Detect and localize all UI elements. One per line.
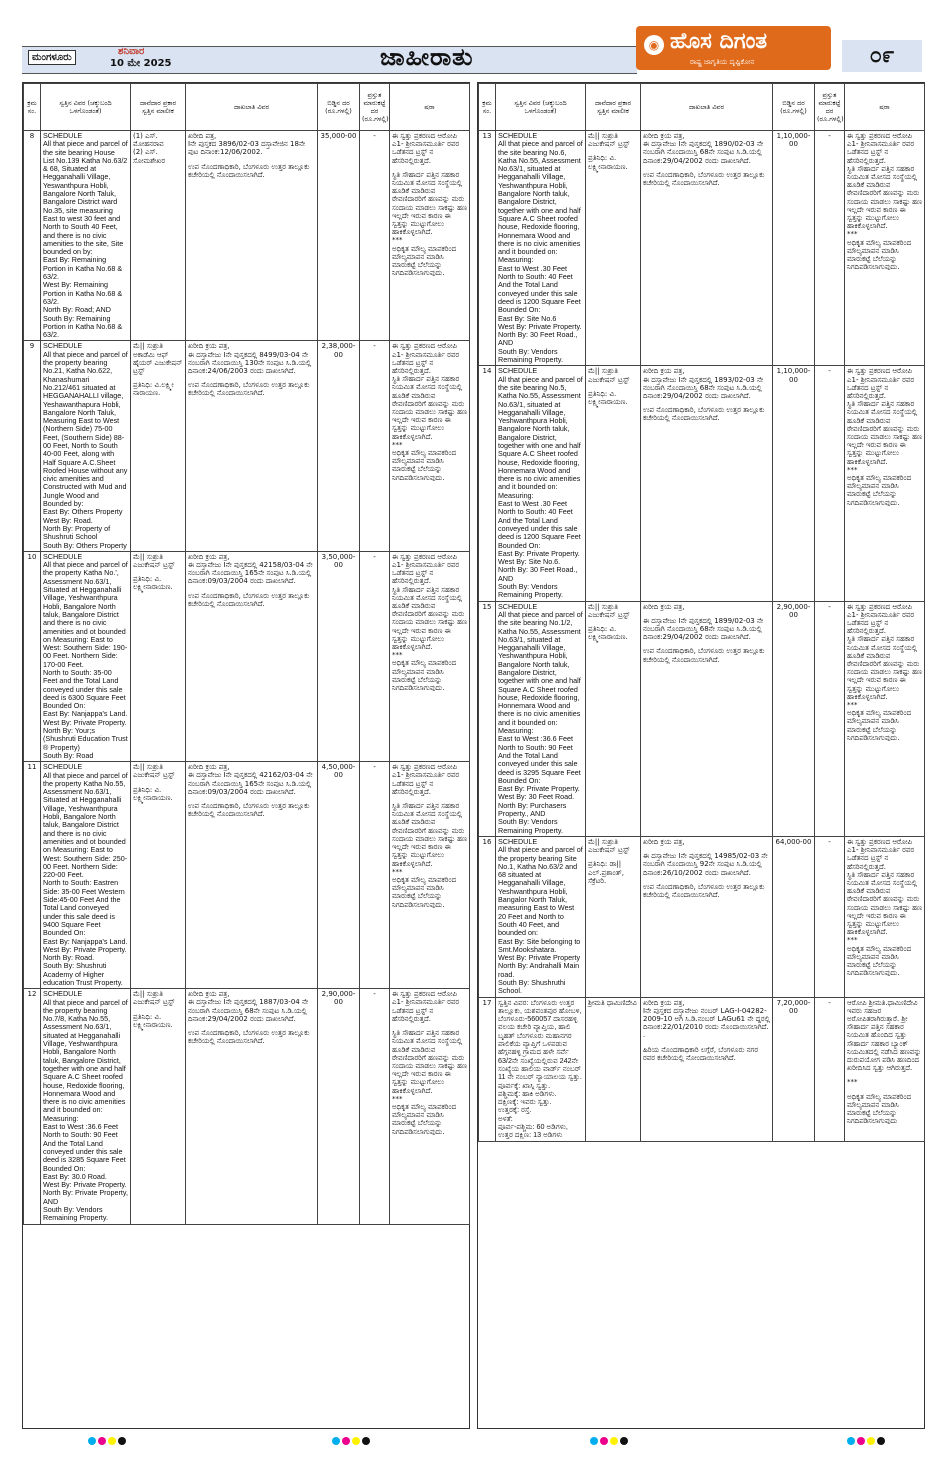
row-reserve-price: 3,50,000-00: [318, 551, 360, 761]
registration-dots: [847, 1437, 885, 1445]
row-reserve-price: 2,38,000-00: [318, 341, 360, 551]
row-owner: ಮೆ|| ಸುಶ್ರುತಿ ಎಜುಕೇಷನ್ ಟ್ರಸ್ಟ್ ಪ್ರತಿನಿಧಿ: ವಿ. ಲಕ್ಷ್ಮೀನಾರಾಯಣ.: [131, 551, 186, 761]
registration-dot: [88, 1437, 96, 1445]
row-sl-number: 12: [24, 989, 41, 1224]
edition-date: 10 ಮೇ 2025: [110, 58, 172, 69]
row-owner: ಮೆ|| ಸುಶ್ರುತಿ ಎಜುಕೇಷನ್ ಟ್ರಸ್ಟ್ ಪ್ರತಿನಿಧಿ: ವಿ. ಲಕ್ಷ್ಮೀನಾರಾಯಣ.: [586, 366, 641, 601]
col-header-remarks: ಷರಾ: [390, 84, 470, 131]
table-row: [24, 551, 470, 761]
row-document-details: ಖರೀದಿ ಕ್ರಯ ಪತ್ರ, Iನೇ ಪುಸ್ತಕದ ದಸ್ತಾವೇಜು ನಂಬರ್ LAG-I-04282-2009-10 ಅಗಿ ಸಿ.ಡಿ.ನಂಬರ್ LAGu61 ನೇ ದ್ದರಲ್ಲಿ ದಿನಾಂಕ:22/01/2010 ರಂದು ನೊಂದಾಯಿಸಲಾಗಿದೆ. . ಹಿರಿಯ ನೊಂದಣಾಧಿಕಾರಿ ಲಗ್ಗೆರೆ, ಬೆಂಗಳೂರು ನಗರ ರವರ ಕಚೇರಿಯಲ್ಲಿ ನೋಂದಾಯಿಸಲಾಗಿದೆ.: [641, 997, 773, 1141]
edition-city: ಮಂಗಳೂರು: [28, 50, 76, 65]
table-row: [24, 341, 470, 551]
table-row: [479, 366, 925, 601]
registration-dot: [342, 1437, 350, 1445]
logo-text: ಹೊಸ ದಿಗಂತ: [670, 29, 768, 54]
edition-day: ಶನಿವಾರ: [118, 46, 145, 57]
col-header-sl: ಕ್ರಮ ಸಂ.: [24, 84, 41, 131]
row-remarks: ಈ ಸ್ವತ್ತು ಪ್ರಕರಣದ ಆರೋಪಿ ಎ1- ಶ್ರೀನಿವಾಸಮೂರ್ತಿ ರವರ ಒಡೆತನದ ಟ್ರಸ್ಟ್ ನ ಹೆಸರಿನಲ್ಲಿರುತ್ತದೆ. ಸ್ಥಿತಿ ಸೌಹಾರ್ದ ಪತ್ತಿನ ಸಹಕಾರ ನಿಯಮಿತ ಮೋಸದ ಸಂಸ್ಥೆಯಲ್ಲಿ ಹೂಡಿಕೆ ಮಾಡಿರುವ ಠೇವಣಿದಾರರಿಗೆ ಹಣವನ್ನು ಮರು ಸಂದಾಯ ಮಾಡಲು ಸಾಕಷ್ಟು ಹಣ ಇಲ್ಲದೇ ಇರುವ ಕಾರಣ ಈ ಸ್ವತ್ತನ್ನು ಮುಟ್ಟುಗೋಲು ಹಾಕಿಕೊಳ್ಳಲಾಗಿದೆ. *** ಅಧಿಕೃತ ಮೌಲ್ಯ ಮಾಪಕರಿಂದ ಮೌಲ್ಯಮಾಪನ ಮಾಡಿಸಿ ಮಾರುಕಟ್ಟೆ ಬೆಲೆಯನ್ನು ನಿಗದಿಪಡಿಸಲಾಗುವುದು.: [845, 131, 925, 366]
registration-dots: [88, 1437, 126, 1445]
registration-dot: [857, 1437, 865, 1445]
row-remarks: ಈ ಸ್ವತ್ತು ಪ್ರಕರಣದ ಆರೋಪಿ ಎ1- ಶ್ರೀನಿವಾಸಮೂರ್ತಿ ರವರ ಒಡೆತನದ ಟ್ರಸ್ಟ್ ನ ಹೆಸರಿನಲ್ಲಿರುತ್ತದೆ. ಸ್ಥಿತಿ ಸೌಹಾರ್ದ ಪತ್ತಿನ ಸಹಕಾರ ನಿಯಮಿತ ಮೋಸದ ಸಂಸ್ಥೆಯಲ್ಲಿ ಹೂಡಿಕೆ ಮಾಡಿರುವ ಠೇವಣಿದಾರರಿಗೆ ಹಣವನ್ನು ಮರು ಸಂದಾಯ ಮಾಡಲು ಸಾಕಷ್ಟು ಹಣ ಇಲ್ಲದೇ ಇರುವ ಕಾರಣ ಈ ಸ್ವತ್ತನ್ನು ಮುಟ್ಟುಗೋಲು ಹಾಕಿಕೊಳ್ಳಲಾಗಿದೆ. *** ಅಧಿಕೃತ ಮೌಲ್ಯ ಮಾಪಕರಿಂದ ಮೌಲ್ಯಮಾಪನ ಮಾಡಿಸಿ ಮಾರುಕಟ್ಟೆ ಬೆಲೆಯನ್ನು ನಿಗದಿಪಡಿಸಲಾಗುವುದು.: [390, 762, 470, 989]
row-sl-number: 15: [479, 601, 496, 836]
row-document-details: ಖರೀದಿ ಕ್ರಯ ಪತ್ರ, ಈ ದಸ್ತಾವೇಜು Iನೇ ಪುಸ್ತಕದಲ್ಲಿ 1899/02-03 ನೇ ನಂಬರಾಗಿ ನೊಂದಾಯಿಸ್ತಿ 68ನೇ ಸಂಪುಟ ಸಿ.ಡಿ.ಯಲ್ಲಿ ದಿನಾಂಕ:29/04/2002 ರಂದು ದಾಖಲಾಗಿದೆ. ಉಪ ನೊಂದಣಾಧಿಕಾರಿ, ಬೆಂಗಳೂರು ಉತ್ತರ ತಾಲ್ಲೂಕು ಕಚೇರಿಯಲ್ಲಿ ನೊಂದಾಯಿಸಲಾಗಿದೆ.: [641, 601, 773, 836]
col-header-docs: ದಾಖಲಾತಿ ವಿವರ: [641, 84, 773, 131]
registration-dots: [332, 1437, 370, 1445]
row-market-value: -: [360, 131, 390, 341]
registration-dot: [847, 1437, 855, 1445]
row-sl-number: 8: [24, 131, 41, 341]
registration-dot: [867, 1437, 875, 1445]
col-header-property: ಸ್ವತ್ತಿನ ವಿವರ (ಚಕ್ಕುಬಂದಿ ಒಳಗೊಂಡಂತೆ): [41, 84, 131, 131]
table-row: [24, 989, 470, 1224]
col-header-property: ಸ್ವತ್ತಿನ ವಿವರ (ಚಕ್ಕುಬಂದಿ ಒಳಗೊಂಡಂತೆ): [496, 84, 586, 131]
row-market-value: -: [815, 601, 845, 836]
row-reserve-price: 1,10,000-00: [773, 131, 815, 366]
row-reserve-price: 35,000-00: [318, 131, 360, 341]
col-header-reserve: ಬಿಡ್ಡಿನ ದರ (ರೂ.ಗಳಲ್ಲಿ): [773, 84, 815, 131]
row-sl-number: 10: [24, 551, 41, 761]
col-header-market: ಪ್ರಸ್ತುತ ಮಾರುಕಟ್ಟೆ ದರ (ರೂ.ಗಳಲ್ಲಿ): [815, 84, 845, 131]
right-notice-table: [477, 82, 925, 1429]
col-header-reserve: ಬಿಡ್ಡಿನ ದರ (ರೂ.ಗಳಲ್ಲಿ): [318, 84, 360, 131]
logo-emblem-icon: ◉: [644, 35, 664, 55]
row-reserve-price: 1,10,000-00: [773, 366, 815, 601]
registration-dot: [98, 1437, 106, 1445]
registration-dot: [610, 1437, 618, 1445]
row-remarks: ಈ ಸ್ವತ್ತು ಪ್ರಕರಣದ ಆರೋಪಿ ಎ1- ಶ್ರೀನಿವಾಸಮೂರ್ತಿ ರವರ ಒಡೆತನದ ಟ್ರಸ್ಟ್ ನ ಹೆಸರಿನಲ್ಲಿರುತ್ತದೆ. ಸ್ಥಿತಿ ಸೌಹಾರ್ದ ಪತ್ತಿನ ಸಹಕಾರ ನಿಯಮಿತ ಮೋಸದ ಸಂಸ್ಥೆಯಲ್ಲಿ ಹೂಡಿಕೆ ಮಾಡಿರುವ ಠೇವಣಿದಾರರಿಗೆ ಹಣವನ್ನು ಮರು ಸಂದಾಯ ಮಾಡಲು ಸಾಕಷ್ಟು ಹಣ ಇಲ್ಲದೇ ಇರುವ ಕಾರಣ ಈ ಸ್ವತ್ತನ್ನು ಮುಟ್ಟುಗೋಲು ಹಾಕಿಕೊಳ್ಳಲಾಗಿದೆ. *** ಅಧಿಕೃತ ಮೌಲ್ಯ ಮಾಪಕರಿಂದ ಮೌಲ್ಯಮಾಪನ ಮಾಡಿಸಿ ಮಾರುಕಟ್ಟೆ ಬೆಲೆಯನ್ನು ನಿಗದಿಪಡಿಸಲಾಗುವುದು.: [390, 551, 470, 761]
registration-dot: [332, 1437, 340, 1445]
row-document-details: ಖರೀದಿ ಕ್ರಯ ಪತ್ರ, ಈ ದಸ್ತಾವೇಜು Iನೇ ಪುಸ್ತಕದಲ್ಲಿ 1893/02-03 ನೇ ನಂಬರಾಗಿ ನೊಂದಾಯಿಸ್ತಿ 68ನೇ ಸಂಪುಟ ಸಿ.ಡಿ.ಯಲ್ಲಿ ದಿನಾಂಕ:29/04/2002 ರಂದು ದಾಖಲಾಗಿದೆ. ಉಪ ನೊಂದಣಾಧಿಕಾರಿ, ಬೆಂಗಳೂರು ಉತ್ತರ ತಾಲ್ಲೂಕು ಕಚೇರಿಯಲ್ಲಿ ನೊಂದಾಯಿಸಲಾಗಿದೆ.: [641, 366, 773, 601]
row-market-value: -: [815, 131, 845, 366]
row-document-details: ಖರೀದಿ ಕ್ರಯ ಪತ್ರ, ಈ ದಸ್ತಾವೇಜು Iನೇ ಪುಸ್ತಕದಲ್ಲಿ 1887/03-04 ನೇ ನಂಬರಾಗಿ ನೊಂದಾಯಿಸ್ತಿ 68ನೇ ಸಂಪುಟ ಸಿ.ಡಿ.ಯಲ್ಲಿ ದಿನಾಂಕ:29/04/2002 ರಂದು ದಾಖಲಾಗಿದೆ. ಉಪ ನೊಂದಣಾಧಿಕಾರಿ, ಬೆಂಗಳೂರು ಉತ್ತರ ತಾಲ್ಲೂಕು ಕಚೇರಿಯಲ್ಲಿ ನೊಂದಾಯಿಸಲಾಗಿದೆ.: [186, 989, 318, 1224]
row-market-value: -: [360, 551, 390, 761]
row-document-details: ಖರೀದಿ ಕ್ರಯ ಪತ್ರ, ಈ ದಸ್ತಾವೇಜು Iನೇ ಪುಸ್ತಕದಲ್ಲಿ 42158/03-04 ನೇ ನಂಬರಾಗಿ ನೊಂದಾಯಿಸ್ತಿ 165ನೇ ಸಂಪುಟ ಸಿ.ಡಿ.ಯಲ್ಲಿ ದಿನಾಂಕ:09/03/2004 ರಂದು ದಾಖಲಾಗಿದೆ. ಉಪ ನೊಂದಣಾಧಿಕಾರಿ, ಬೆಂಗಳೂರು ಉತ್ತರ ತಾಲ್ಲೂಕು ಕಚೇರಿಯಲ್ಲಿ ನೊಂದಾಯಿಸಲಾಗಿದೆ.: [186, 551, 318, 761]
row-reserve-price: 64,000-00: [773, 836, 815, 997]
row-document-details: ಖರೀದಿ ಕ್ರಯ ಪತ್ರ, ಈ ದಸ್ತಾವೇಜು Iನೇ ಪುಸ್ತಕದಲ್ಲಿ 1890/02-03 ನೇ ನಂಬರಾಗಿ ನೊಂದಾಯಿಸ್ತಿ 68ನೇ ಸಂಪುಟ ಸಿ.ಡಿ.ಯಲ್ಲಿ ದಿನಾಂಕ:29/04/2002 ರಂದು ದಾಖಲಾಗಿದೆ. ಉಪ ನೊಂದಣಾಧಿಕಾರಿ, ಬೆಂಗಳೂರು ಉತ್ತರ ತಾಲ್ಲೂಕು ಕಚೇರಿಯಲ್ಲಿ ನೊಂದಾಯಿಸಲಾಗಿದೆ.: [641, 131, 773, 366]
row-property-schedule: SCHEDULE All that piece and parcel of the property Katha No.', Assessment No.63/1, Situated at Hegganahalli Village, Yeshwanthpura Hobli, Bangalore North taluk, Bangalore District and there is no civic amenities and ot bounded on Measuring: East to West: Southern Side: 190-00 Feet. Northern Side: 170-00 Feet. North to South: 35-00 Feet and the Total Land conveyed under this sale deed is 6300 Square Feet Bounded On: East By: Nanjappa's Land. West By: Private Property. North By: Your;s (Shushruti Education Trust ® Property) South By: Road: [41, 551, 131, 761]
row-sl-number: 13: [479, 131, 496, 366]
row-market-value: -: [815, 366, 845, 601]
row-remarks: ಈ ಸ್ವತ್ತು ಪ್ರಕರಣದ ಆರೋಪಿ ಎ1- ಶ್ರೀನಿವಾಸಮೂರ್ತಿ ರವರ ಒಡೆತನದ ಟ್ರಸ್ಟ್ ನ ಹೆಸರಿನಲ್ಲಿರುತ್ತದೆ. ಸ್ಥಿತಿ ಸೌಹಾರ್ದ ಪತ್ತಿನ ಸಹಕಾರ ನಿಯಮಿತ ಮೋಸದ ಸಂಸ್ಥೆಯಲ್ಲಿ ಹೂಡಿಕೆ ಮಾಡಿರುವ ಠೇವಣಿದಾರರಿಗೆ ಹಣವನ್ನು ಮರು ಸಂದಾಯ ಮಾಡಲು ಸಾಕಷ್ಟು ಹಣ ಇಲ್ಲದೇ ಇರುವ ಕಾರಣ ಈ ಸ್ವತ್ತನ್ನು ಮುಟ್ಟುಗೋಲು ಹಾಕಿಕೊಳ್ಳಲಾಗಿದೆ. *** ಅಧಿಕೃತ ಮೌಲ್ಯ ಮಾಪಕರಿಂದ ಮೌಲ್ಯಮಾಪನ ಮಾಡಿಸಿ ಮಾರುಕಟ್ಟೆ ಬೆಲೆಯನ್ನು ನಿಗದಿಪಡಿಸಲಾಗುವುದು.: [390, 989, 470, 1224]
table-row: [479, 997, 925, 1141]
row-property-schedule: SCHEDULE All that piece and parcel of the property bearing No.21, Katha No.622, Khanashumari No.212/461 situated at HEGGANAHALLI village, Yeshawanthapura Hobli, Bangalore North Taluk, Measuring East to West (Northern Side) 75-00 Feet, (Southern Side) 88-00 Feet, North to South 40-00 Feet, along with Half Square A.C.Sheet Roofed House without any civic amenities and Constructed with Mud and Jungle Wood and Bounded by: East By: Others Property West By: Road. North By: Property of Shushruti School South By: Others Property: [41, 341, 131, 551]
row-remarks: ಈ ಸ್ವತ್ತು ಪ್ರಕರಣದ ಆರೋಪಿ ಎ1- ಶ್ರೀನಿವಾಸಮೂರ್ತಿ ರವರ ಒಡೆತನದ ಟ್ರಸ್ಟ್ ನ ಹೆಸರಿನಲ್ಲಿರುತ್ತದೆ. ಸ್ಥಿತಿ ಸೌಹಾರ್ದ ಪತ್ತಿನ ಸಹಕಾರ ನಿಯಮಿತ ಮೋಸದ ಸಂಸ್ಥೆಯಲ್ಲಿ ಹೂಡಿಕೆ ಮಾಡಿರುವ ಠೇವಣಿದಾರರಿಗೆ ಹಣವನ್ನು ಮರು ಸಂದಾಯ ಮಾಡಲು ಸಾಕಷ್ಟು ಹಣ ಇಲ್ಲದೇ ಇರುವ ಕಾರಣ ಈ ಸ್ವತ್ತನ್ನು ಮುಟ್ಟುಗೋಲು ಹಾಕಿಕೊಳ್ಳಲಾಗಿದೆ. *** ಅಧಿಕೃತ ಮೌಲ್ಯ ಮಾಪಕರಿಂದ ಮೌಲ್ಯಮಾಪನ ಮಾಡಿಸಿ ಮಾರುಕಟ್ಟೆ ಬೆಲೆಯನ್ನು ನಿಗದಿಪಡಿಸಲಾಗುವುದು.: [390, 341, 470, 551]
row-remarks: ಈ ಸ್ವತ್ತು ಪ್ರಕರಣದ ಆರೋಪಿ ಎ1- ಶ್ರೀನಿವಾಸಮೂರ್ತಿ ರವರ ಒಡೆತನದ ಟ್ರಸ್ಟ್ ನ ಹೆಸರಿನಲ್ಲಿರುತ್ತದೆ. ಸ್ಥಿತಿ ಸೌಹಾರ್ದ ಪತ್ತಿನ ಸಹಕಾರ ನಿಯಮಿತ ಮೋಸದ ಸಂಸ್ಥೆಯಲ್ಲಿ ಹೂಡಿಕೆ ಮಾಡಿರುವ ಠೇವಣಿದಾರರಿಗೆ ಹಣವನ್ನು ಮರು ಸಂದಾಯ ಮಾಡಲು ಸಾಕಷ್ಟು ಹಣ ಇಲ್ಲದೇ ಇರುವ ಕಾರಣ ಈ ಸ್ವತ್ತನ್ನು ಮುಟ್ಟುಗೋಲು ಹಾಕಿಕೊಳ್ಳಲಾಗಿದೆ. *** ಅಧಿಕೃತ ಮೌಲ್ಯ ಮಾಪಕರಿಂದ ಮೌಲ್ಯಮಾಪನ ಮಾಡಿಸಿ ಮಾರುಕಟ್ಟೆ ಬೆಲೆಯನ್ನು ನಿಗದಿಪಡಿಸಲಾಗುವುದು.: [845, 366, 925, 601]
registration-dot: [590, 1437, 598, 1445]
row-reserve-price: 2,90,000-00: [773, 601, 815, 836]
row-sl-number: 17: [479, 997, 496, 1141]
row-reserve-price: 2,90,000-00: [318, 989, 360, 1224]
row-market-value: -: [360, 989, 390, 1224]
row-owner: ಮೆ|| ಸುಶ್ರುತಿ ಎಜುಕೇಷನ್ ಟ್ರಸ್ಟ್ ಪ್ರತಿನಿಧಿ: ವಿ. ಲಕ್ಷ್ಮೀನಾರಾಯಣ.: [586, 131, 641, 366]
table-header-row: [24, 84, 470, 131]
row-owner: ಮೆ|| ಸುಶ್ರುತಿ ಎಜುಕೇಷನ್ ಟ್ರಸ್ಟ್ ಪ್ರತಿನಿಧಿ: ವಿ. ಲಕ್ಷ್ಮೀನಾರಾಯಣ.: [131, 762, 186, 989]
row-sl-number: 11: [24, 762, 41, 989]
row-owner: ಮೆ|| ಸುಶ್ರುತಿ ಎಜುಕೇಷನ್ ಟ್ರಸ್ಟ್ ಪ್ರತಿನಿಧಿ: ವಿ. ಲಕ್ಷ್ಮೀನಾರಾಯಣ.: [131, 989, 186, 1224]
registration-dot: [600, 1437, 608, 1445]
table-row: [24, 762, 470, 989]
newspaper-logo: [636, 26, 831, 70]
row-sl-number: 9: [24, 341, 41, 551]
registration-dot: [362, 1437, 370, 1445]
row-property-schedule: SCHEDULE All that piece and parcel of the site bearing No.1/2, Katha No.55, Assessment No.63/1, situated at Hegganahalli Village, Yeshwanthpura Hobli, Bangalore North taluk, Bangalore District, together with one and half Square A.C Sheet roofed house, Redoxide flooring, Honnemara Wood and there is no civic amenities and it bounded on: Measuring: East to West :36.6 Feet North to South: 90 Feet And the Total Land conveyed under this sale deed is 3295 Square Feet Bounded On: East By: Private Property. West By: 30 Feet Road. North By: Purchasers Property., AND South By: Vendors Remaining Property.: [496, 601, 586, 836]
page-number: ೦೯: [842, 40, 922, 72]
row-property-schedule: SCHEDULE All that piece and parcel of the site bearing No.5, Katha No.55, Assessment No.63/1, situated at Hegganahalli Village, Yeshwanthpura Hobli, Bangalore North taluk, Bangalore District, together with one and half Square A.C Sheet roofed house, Redoxide flooring, Honnemara Wood and there is no civic amenities and it bounded on: Measuring: East to West .30 Feet North to South: 40 Feet And the Total Land conveyed under this sale deed is 1200 Square Feet Bounded On: East By: Private Property. West By: Site No.6. North By: 30 Feet Road., AND South By: Vendors Remaining Property.: [496, 366, 586, 601]
col-header-remarks: ಷರಾ: [845, 84, 925, 131]
col-header-market: ಪ್ರಸ್ತುತ ಮಾರುಕಟ್ಟೆ ದರ (ರೂ.ಗಳಲ್ಲಿ): [360, 84, 390, 131]
table-row: [479, 601, 925, 836]
logo-tagline: ರಾಷ್ಟ್ರ ಜಾಗೃತಿಯ ದೃಷ್ಟಿಕೋನ: [690, 58, 755, 66]
row-property-schedule: SCHEDULE All that piece and parcel of the property bearing No.7/8, Katha No.55, Assessment No.63/1, situated at Hegganahalli Village, Yeshwanthpura Hobli, Bangalore North taluk, Bangalore District, together with one and half Square A.C Sheet roofed house, Redoxide flooring, Honnemara Wood and there is no civic amenities and it bounded on: Measuring: East to West :36.6 Feet North to South: 90 Feet And the Total Land conveyed under this sale deed is 3285 Square Feet Bounded On: East By: 30.0 Road. West By: Private Property. North By: Private Property, AND South By: Vendors Remaining Property.: [41, 989, 131, 1224]
row-document-details: ಖರೀದಿ ಕ್ರಯ ಪತ್ರ, ಈ ದಸ್ತಾವೇಜು Iನೇ ಪುಸ್ತಕದಲ್ಲಿ 8499/03-04 ನೇ ನಂಬರಾಗಿ ನೊಂದಾಯಿಸ್ತಿ 130ನೇ ಸಂಪುಟ ಸಿ.ಡಿ.ಯಲ್ಲಿ ದಿನಾಂಕ:24/06/2003 ರಂದು ದಾಖಲಾಗಿದೆ. ಉಪ ನೊಂದಣಾಧಿಕಾರಿ, ಬೆಂಗಳೂರು ಉತ್ತರ ತಾಲ್ಲೂಕು ಕಚೇರಿಯಲ್ಲಿ ನೊಂದಾಯಿಸಲಾಗಿದೆ.: [186, 341, 318, 551]
row-document-details: ಖರೀದಿ ಕ್ರಯ ಪತ್ರ, ಈ ದಸ್ತಾವೇಜು Iನೇ ಪುಸ್ತಕದಲ್ಲಿ 42162/03-04 ನೇ ನಂಬರಾಗಿ ನೊಂದಾಯಿಸ್ತಿ 165ನೇ ಸಂಪುಟ ಸಿ.ಡಿ.ಯಲ್ಲಿ ದಿನಾಂಕ:09/03/2004 ರಂದು ದಾಖಲಾಗಿದೆ. ಉಪ ನೊಂದಣಾಧಿಕಾರಿ, ಬೆಂಗಳೂರು ಉತ್ತರ ತಾಲ್ಲೂಕು ಕಚೇರಿಯಲ್ಲಿ ನೊಂದಾಯಿಸಲಾಗಿದೆ.: [186, 762, 318, 989]
table-row: [24, 131, 470, 341]
registration-dot: [877, 1437, 885, 1445]
row-owner: ಮೆ|| ಸುಶ್ರುತಿ ಅಕಾಡೆಮಿ ಆಫ್ ಹೈಯರ್ ಎಜುಕೇಷನ್ ಟ್ರಸ್ಟ್ ಪ್ರತಿನಿಧಿ: ವಿ.ಲಕ್ಷ್ಮೀ ನಾರಾಯಣ.: [131, 341, 186, 551]
col-header-docs: ದಾಖಲಾತಿ ವಿವರ: [186, 84, 318, 131]
row-owner: ಮೆ|| ಸುಶ್ರುತಿ ಎಜುಕೇಷನ್ ಟ್ರಸ್ಟ್ ಪ್ರತಿನಿಧಿ: ಡಾ|| ಎಲ್.ಪ್ರಶಾಂತ್, ಸೆಕ್ರೆಟರಿ.: [586, 836, 641, 997]
row-document-details: ಖರೀದಿ ಪತ್ರ, Iನೇ ಪುಸ್ತಕದ 3896/02-03 ದಸ್ತಾವೇಜಿನ 18ನೇ ಪುಟ ದಿನಾಂಕ:12/06/2002. ಉಪ ನೊಂದಣಾಧಿಕಾರಿ, ಬೆಂಗಳೂರು ಉತ್ತರ ತಾಲ್ಲೂಕು ಕಚೇರಿಯಲ್ಲಿ ನೊಂದಾಯಿಸಲಾಗಿದೆ.: [186, 131, 318, 341]
table-row: [479, 131, 925, 366]
left-notice-table: [22, 82, 470, 1429]
row-reserve-price: 4,50,000-00: [318, 762, 360, 989]
row-property-schedule: SCHEDULE All that piece and parcel of the site bearing No.6, Katha No.55, Assessment No.63/1, situated at Hegganahalli Village, Yeshwanthpura Hobli, Bangalore North taluk, Bangalore District, together with one and half Square A.C Sheet roofed house, Redoxide flooring, Honnemara Wood and there is no civic amenities and it bounded on: Measuring: East to West .30 Feet North to South: 40 Feet And the Total Land conveyed under this sale deed is 1200 Square Feet Bounded On: East By: Site No.6 West By: Private Property. North By: 30 Feet Road., AND South By: Vendors Remaining Property.: [496, 131, 586, 366]
row-property-schedule: SCHEDULE All that piece and parcel of the property Katha No.55, Assessment No.63/1, Situated at Hegganahalli Village, Yeshwanthpura Hobli, Bangalore North taluk, Bangalore District and there is no civic amenities and ot bounded on Measuring: East to West: Southern Side: 250-00 Feet. Northern Side: 220-00 Feet. North to South: Eastren Side: 35-00 Feet Western Side:45-00 Feet And the Total Land conveyed under this sale deed is 9400 Square Feet Bounded On: East By: Nanjappa's Land. West By: Private Property. North By: Road. South By: Shushruti Academy of Higher education Trust Property.: [41, 762, 131, 989]
row-reserve-price: 7,20,000-00: [773, 997, 815, 1141]
registration-dot: [620, 1437, 628, 1445]
row-sl-number: 14: [479, 366, 496, 601]
registration-dot: [118, 1437, 126, 1445]
row-market-value: -: [360, 341, 390, 551]
row-remarks: ಆರೋಪಿ ಶ್ರೀಮತಿ.ಧಾಮಿಣಿದೇವಿ ಇವರು ಸಹಜರ ಅರೋಪಿತರಾಗಿರುತ್ತಾರೆ. ಶ್ರೀ ಸೌಹಾರ್ದ ಪತ್ತಿನ ಸಹಕಾರ ನಿಯಮಿತ ಹೊಂದಿದ ಸ್ವತ್ತು ಸೌಹಾರ್ದ ಸಹಕಾರ ಬ್ಯಾಂಕ್ ನಿಯಮಿತದಲ್ಲಿ ನಡೆಸಿದ ಹಣವನ್ನು ದುರುಪಯೋಗ ಪಡಿಸಿ ಹಣದಿಂದ ಖರೀದಿಸಿದ ಸ್ವತ್ತು ಆಗಿರುತ್ತದೆ. *** ಅಧಿಕೃತ ಮೌಲ್ಯ ಮಾಪಕರಿಂದ ಮೌಲ್ಯಮಾಪನ ಮಾಡಿಸಿ ಮಾರುಕಟ್ಟೆ ಬೆಲೆಯನ್ನು ನಿಗದಿಪಡಿಸಲಾಗುವುದು: [845, 997, 925, 1141]
registration-dots: [590, 1437, 628, 1445]
row-market-value: -: [815, 836, 845, 997]
row-property-schedule: ಸ್ವತ್ತಿನ ವಿವರ: ಬೆಂಗಳೂರು ಉತ್ತರ ತಾಲ್ಲೂಕು, ಯಶವಂತಪುರ ಹೋಬಳಿ, ಬೆಂಗಳೂರು-560057 ದಾಸರಹಳ್ಳಿ ವಲಯ ಕಚೇರಿ ವ್ಯಾಪ್ತಿಯ, ಹಾಲಿ ಬೃಹತ್ ಬೆಂಗಳೂರು ಮಹಾನಗರ ಪಾಲಿಕೆಯ ವ್ಯಾಪ್ತಿಗೆ ಒಳಪಡುವ ಹೆಗ್ಗನಹಳ್ಳಿ ಗ್ರಾಮದ ಹಳೇ ಸರ್ವೆ 63/2ನೇ ಸಂಖ್ಯೆಯಲ್ಲಿರುವ 242ನೇ ಸಂಖ್ಯೆಯ ಹಾಲಿಯ ವಾರ್ಡ್ ನಂಬರ್ 11 ನೇ ನಂಬರ್ ನ್ಯಾಯಾಲಯ ಸ್ವತ್ತು. ಪೂರ್ವಕ್ಕೆ: ಖಾಸ್ಗಿ ಸ್ವತ್ತು. ಪಶ್ಚಿಮಕ್ಕೆ: ಹಾಕಿ ಅಡಿಗಳು. ದಕ್ಷಿಣಕ್ಕೆ: ಇವರು ಸ್ವತ್ತು. ಉತ್ತರಕ್ಕೆ: ರಸ್ತೆ. ಅಳತೆ: ಪೂರ್ವ-ಪಶ್ಚಿಮ: 60 ಅಡಿಗಳು, ಉತ್ತರ ದಕ್ಷಿಣ: 13 ಅಡಿಗಳು: [496, 997, 586, 1141]
row-remarks: ಈ ಸ್ವತ್ತು ಪ್ರಕರಣದ ಆರೋಪಿ ಎ1- ಶ್ರೀನಿವಾಸಮೂರ್ತಿ ರವರ ಒಡೆತನದ ಟ್ರಸ್ಟ್ ನ ಹೆಸರಿನಲ್ಲಿರುತ್ತದೆ. ಸ್ಥಿತಿ ಸೌಹಾರ್ದ ಪತ್ತಿನ ಸಹಕಾರ ನಿಯಮಿತ ಮೋಸದ ಸಂಸ್ಥೆಯಲ್ಲಿ ಹೂಡಿಕೆ ಮಾಡಿರುವ ಠೇವಣಿದಾರರಿಗೆ ಹಣವನ್ನು ಮರು ಸಂದಾಯ ಮಾಡಲು ಸಾಕಷ್ಟು ಹಣ ಇಲ್ಲದೇ ಇರುವ ಕಾರಣ ಈ ಸ್ವತ್ತನ್ನು ಮುಟ್ಟುಗೋಲು ಹಾಕಿಕೊಳ್ಳಲಾಗಿದೆ. *** ಅಧಿಕೃತ ಮೌಲ್ಯ ಮಾಪಕರಿಂದ ಮೌಲ್ಯಮಾಪನ ಮಾಡಿಸಿ ಮಾರುಕಟ್ಟೆ ಬೆಲೆಯನ್ನು ನಿಗದಿಪಡಿಸಲಾಗುವುದು.: [390, 131, 470, 341]
row-owner: ಮೆ|| ಸುಶ್ರುತಿ ಎಜುಕೇಷನ್ ಟ್ರಸ್ಟ್ ಪ್ರತಿನಿಧಿ: ವಿ. ಲಕ್ಷ್ಮೀನಾರಾಯಣ.: [586, 601, 641, 836]
row-owner: (1) ಎಸ್. ಮೋಹನರಾವ (2) ಎಸ್. ಸೋಮಶೇಖರ: [131, 131, 186, 341]
row-sl-number: 16: [479, 836, 496, 997]
table-row: [479, 836, 925, 997]
row-market-value: -: [360, 762, 390, 989]
row-market-value: -: [815, 997, 845, 1141]
col-header-sl: ಕ್ರಮ ಸಂ.: [479, 84, 496, 131]
section-title: ಜಾಹೀರಾತು: [380, 43, 474, 71]
col-header-owner: ದಾವೆದಾರ ಪ್ರಕಾರ ಸ್ವತ್ತಿನ ಮಾಲೀಕ: [586, 84, 641, 131]
row-owner: ಶ್ರೀಮತಿ ಧಾಮಿಣಿದೇವಿ: [586, 997, 641, 1141]
table-header-row: [479, 84, 925, 131]
registration-dot: [352, 1437, 360, 1445]
col-header-owner: ದಾವೆದಾರ ಪ್ರಕಾರ ಸ್ವತ್ತಿನ ಮಾಲೀಕ: [131, 84, 186, 131]
row-property-schedule: SCHEDULE All that piece and parcel of the property bearing Site No.1, Katha No.63/2 and 68 situated at Hegganahalli Village, Yeshwanthpura Hobli, Bangalor North Taluk, measuring East to West 20 Feet and North to South 40 Feet, and bounded on: East By: Site belonging to Smt.Mookshatara. West By: Private Property North By: Andrahalli Main road. South By: Shushruthi School.: [496, 836, 586, 997]
row-property-schedule: SCHEDULE All that piece and parcel of the site bearing House List No.139 Katha No.63/2 & 68, Situated at Hegganahalli Village, Yeswanthpura Hobli, Bangalore North Taluk, Bangalore District ward No.35, site measuring East to west 30 feet and North to South 40 Feet, and there is no civic amenities to the site, Site bounded on by: East By: Remaining Portion in Katha No.68 & 63/2. West By: Remaining Portion in Katha No.68 & 63/2. North By: Road; AND South By: Remaining Portion in Katha No.68 & 63/2.: [41, 131, 131, 341]
row-document-details: ಖರೀದಿ ಕ್ರಯ ಪತ್ರ, ಈ ದಸ್ತಾವೇಜು Iನೇ ಪುಸ್ತಕದಲ್ಲಿ 14985/02-03 ನೇ ನಂಬರಾಗಿ ನೊಂದಾಯಿಸ್ತಿ 92ನೇ ಸಂಪುಟ ಸಿ.ಡಿ.ಯಲ್ಲಿ ದಿನಾಂಕ:26/10/2002 ರಂದು ದಾಖಲಾಗಿದೆ. ಉಪ ನೊಂದಣಾಧಿಕಾರಿ, ಬೆಂಗಳೂರು ಉತ್ತರ ತಾಲ್ಲೂಕು ಕಚೇರಿಯಲ್ಲಿ ನೊಂದಾಯಿಸಲಾಗಿದೆ.: [641, 836, 773, 997]
registration-dot: [108, 1437, 116, 1445]
row-remarks: ಈ ಸ್ವತ್ತು ಪ್ರಕರಣದ ಆರೋಪಿ ಎ1- ಶ್ರೀನಿವಾಸಮೂರ್ತಿ ರವರ ಒಡೆತನದ ಟ್ರಸ್ಟ್ ನ ಹೆಸರಿನಲ್ಲಿರುತ್ತದೆ. ಸ್ಥಿತಿ ಸೌಹಾರ್ದ ಪತ್ತಿನ ಸಹಕಾರ ನಿಯಮಿತ ಮೋಸದ ಸಂಸ್ಥೆಯಲ್ಲಿ ಹೂಡಿಕೆ ಮಾಡಿರುವ ಠೇವಣಿದಾರರಿಗೆ ಹಣವನ್ನು ಮರು ಸಂದಾಯ ಮಾಡಲು ಸಾಕಷ್ಟು ಹಣ ಇಲ್ಲದೇ ಇರುವ ಕಾರಣ ಈ ಸ್ವತ್ತನ್ನು ಮುಟ್ಟುಗೋಲು ಹಾಕಿಕೊಳ್ಳಲಾಗಿದೆ. *** ಅಧಿಕೃತ ಮೌಲ್ಯ ಮಾಪಕರಿಂದ ಮೌಲ್ಯಮಾಪನ ಮಾಡಿಸಿ ಮಾರುಕಟ್ಟೆ ಬೆಲೆಯನ್ನು ನಿಗದಿಪಡಿಸಲಾಗುವುದು.: [845, 836, 925, 997]
row-remarks: ಈ ಸ್ವತ್ತು ಪ್ರಕರಣದ ಆರೋಪಿ ಎ1- ಶ್ರೀನಿವಾಸಮೂರ್ತಿ ರವರ ಒಡೆತನದ ಟ್ರಸ್ಟ್ ನ ಹೆಸರಿನಲ್ಲಿರುತ್ತದೆ. ಸ್ಥಿತಿ ಸೌಹಾರ್ದ ಪತ್ತಿನ ಸಹಕಾರ ನಿಯಮಿತ ಮೋಸದ ಸಂಸ್ಥೆಯಲ್ಲಿ ಹೂಡಿಕೆ ಮಾಡಿರುವ ಠೇವಣಿದಾರರಿಗೆ ಹಣವನ್ನು ಮರು ಸಂದಾಯ ಮಾಡಲು ಸಾಕಷ್ಟು ಹಣ ಇಲ್ಲದೇ ಇರುವ ಕಾರಣ ಈ ಸ್ವತ್ತನ್ನು ಮುಟ್ಟುಗೋಲು ಹಾಕಿಕೊಳ್ಳಲಾಗಿದೆ. *** ಅಧಿಕೃತ ಮೌಲ್ಯ ಮಾಪಕರಿಂದ ಮೌಲ್ಯಮಾಪನ ಮಾಡಿಸಿ ಮಾರುಕಟ್ಟೆ ಬೆಲೆಯನ್ನು ನಿಗದಿಪಡಿಸಲಾಗುವುದು.: [845, 601, 925, 836]
page-header: [0, 0, 945, 78]
